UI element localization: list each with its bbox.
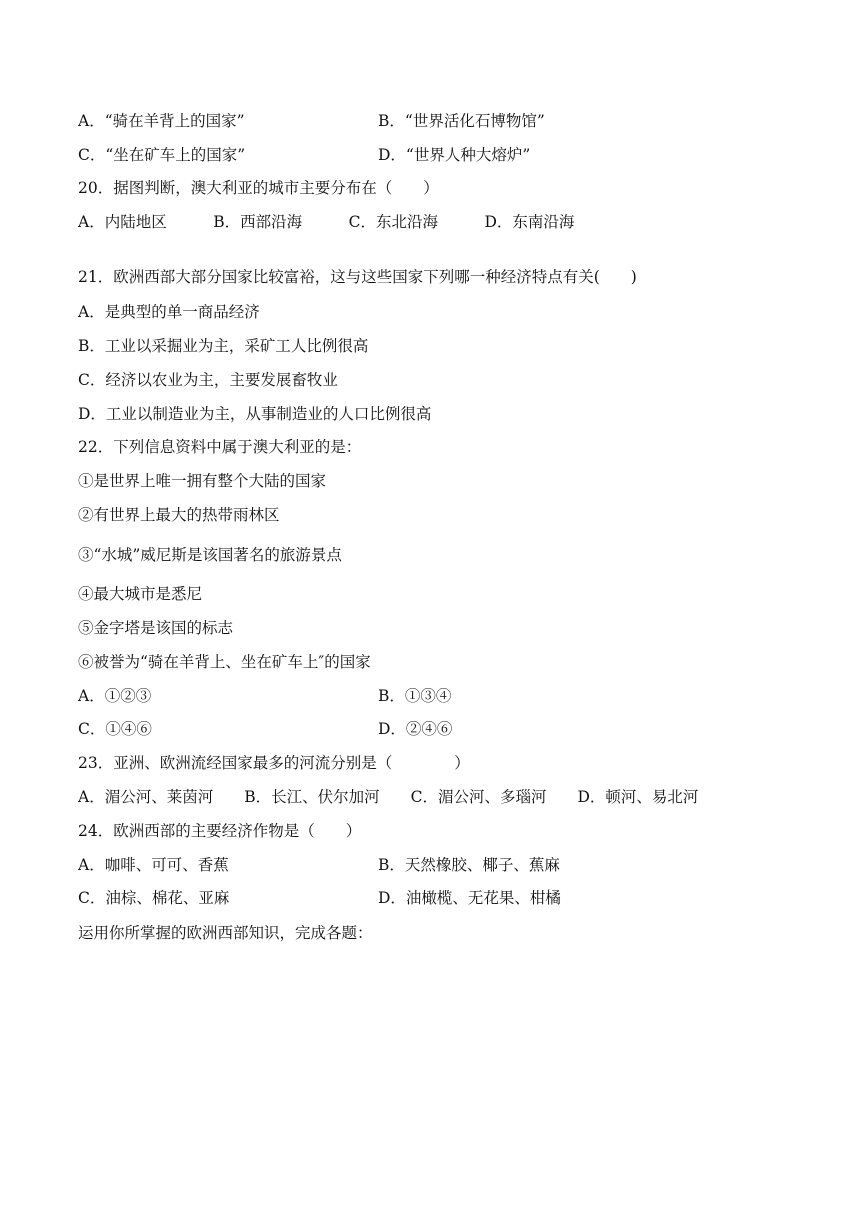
q22-item-1: ①是世界上唯一拥有整个大陆的国家 (78, 472, 327, 490)
q21-option-b: B．工业以采掘业为主，采矿工人比例很高 (78, 337, 369, 355)
q23-options: A．湄公河、莱茵河 B．长江、伏尔加河 C．湄公河、多瑙河 D．顿河、易北河 (78, 788, 699, 806)
q22-option-b: B．①③④ (378, 687, 452, 705)
q19-option-a: A．“骑在羊背上的国家” (78, 112, 245, 130)
q19-option-b: B．“世界活化石博物馆” (378, 112, 545, 130)
q23-stem: 23．亚洲、欧洲流经国家最多的河流分别是（ ） (78, 754, 470, 772)
q22-item-2: ②有世界上最大的热带雨林区 (78, 506, 280, 524)
q24-stem: 24．欧洲西部的主要经济作物是（ ） (78, 822, 362, 840)
q21-stem: 21．欧洲西部大部分国家比较富裕，这与这些国家下列哪一种经济特点有关( ) (78, 268, 637, 286)
q24-option-a: A．咖啡、可可、香蕉 (78, 856, 229, 874)
q22-stem: 22．下列信息资料中属于澳大利亚的是： (78, 438, 362, 456)
q22-item-5: ⑤金字塔是该国的标志 (78, 619, 234, 637)
q22-item-3: ③“水城”威尼斯是该国著名的旅游景点 (78, 546, 342, 564)
q21-option-a: A．是典型的单一商品经济 (78, 303, 260, 321)
q22-item-4: ④最大城市是悉尼 (78, 585, 203, 603)
q24-option-c: C．油棕、棉花、亚麻 (78, 889, 230, 907)
q24-option-d: D．油橄榄、无花果、柑橘 (378, 889, 561, 907)
q20-stem: 20．据图判断，澳大利亚的城市主要分布在（ ） (78, 179, 439, 197)
q19-option-c: C．“坐在矿车上的国家” (78, 146, 246, 164)
q22-option-d: D．②④⑥ (378, 720, 453, 738)
q24-option-b: B．天然橡胶、椰子、蕉麻 (378, 856, 560, 874)
section-instruction: 运用你所掌握的欧洲西部知识，完成各题： (78, 924, 373, 942)
q20-options: A．内陆地区 B．西部沿海 C．东北沿海 D．东南沿海 (78, 213, 575, 231)
q19-option-d: D．“世界人种大熔炉” (378, 146, 531, 164)
q22-option-c: C．①④⑥ (78, 720, 152, 738)
q22-option-a: A．①②③ (78, 687, 152, 705)
q22-item-6: ⑥被誉为“骑在羊背上、坐在矿车上″的国家 (78, 653, 371, 671)
q21-option-d: D．工业以制造业为主，从事制造业的人口比例很高 (78, 405, 432, 423)
q21-option-c: C．经济以农业为主，主要发展畜牧业 (78, 371, 338, 389)
